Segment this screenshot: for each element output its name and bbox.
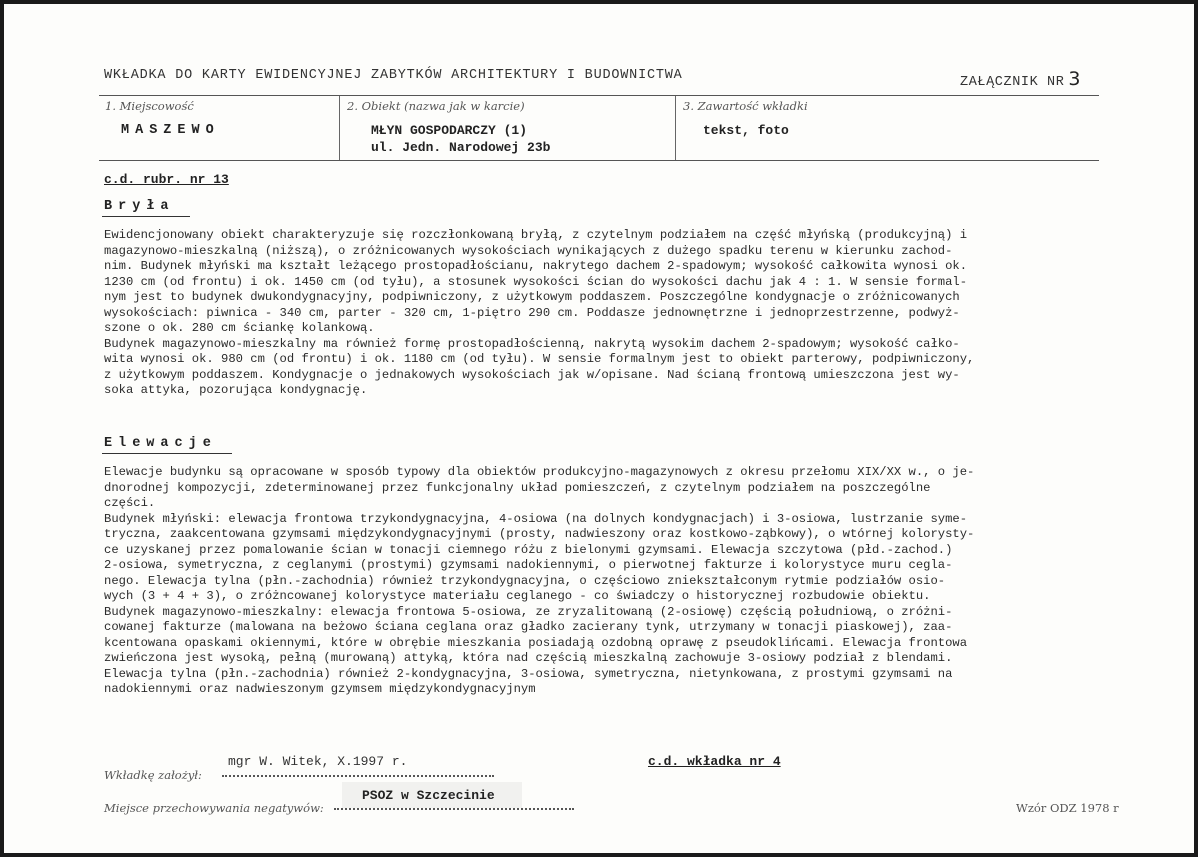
text-line: 1230 cm (od frontu) i ok. 1450 cm (od tyłu), a stosunek wysokości ścian do wysokości dachu jak 4 : 1. W sensie formal- [104,274,968,289]
text-line: z użytkowym poddaszem. Kondygnacje o jednakowych wysokościach jak w/opisane. Nad ścianą frontową umieszczona jest wy- [104,367,960,382]
text-line: Budynek młyński: elewacja frontowa trzykondygnacyjna, 4-osiowa (na dolnych kondygnacjach) i 3-osiowa, lustrzanie syme- [104,511,968,526]
text-line: 2-osiowa, symetryczna, z ceglanymi (prostymi) gzymsami nadokiennymi, o pierwotnej fakturze i kolorystyce muru cegla- [104,558,953,572]
negatywy-label: Miejsce przechowywania negatywów: [104,801,324,815]
text-line: szone o ok. 280 cm ściankę kolankową. [104,321,375,335]
obiekt-label: 2. Obiekt (nazwa jak w karcie) [347,99,525,113]
grid-divider [675,96,676,160]
zalozyl-label: Wkładkę założył: [104,768,202,782]
miejscowosc-value: MASZEWO [121,123,220,138]
text-line: tryczna, zaakcentowana gzymsami międzykondygnacyjnymi (prosty, nadwieszony oraz kostkowo-ząbkowy), o wtórnej kolorysty- [104,527,975,541]
text-line: części. [104,496,156,510]
grid-divider [339,96,340,160]
negatywy-dotted-line [334,808,574,810]
obiekt-value-name: MŁYN GOSPODARCZY (1) [371,123,528,138]
form-model-note: Wzór ODZ 1978 r [1016,801,1119,815]
text-line: nym jest to budynek dwukondygnacyjny, podpiwniczony, z użytkowym poddaszem. Poszczególne kondygnacje o zróżnicowanych [104,290,960,304]
text-line: wita wynosi ok. 980 cm (od frontu) i ok. 1180 cm (od tyłu). W sensie formalnym jest to obiekt parterowy, podpiwniczony, [104,352,975,366]
miejscowosc-label: 1. Miejscowość [105,99,194,113]
text-line: nim. Budynek młyński ma kształt leżącego prostopadłościanu, nakrytego dachem 2-spadowym; wysokość całkowita wynosi ok. [104,259,968,273]
text-line: wysokościach: piwnica - 340 cm, parter - 320 cm, 1-piętro 290 cm. Poddasze jednownętrzne i jednoprzestrzenne, podwyż- [104,305,960,320]
obiekt-value-address: ul. Jedn. Narodowej 23b [371,140,551,155]
text-line: Ewidencjonowany obiekt charakteryzuje się rozczłonkowaną bryłą, z czytelnym podziałem na część młyńską (produkcyjną) i [104,228,968,242]
text-line: zwieńczona jest wysoką, pełną (murowaną) attyką, która nad częścią mieszkalną zachowuje 3-osiowy podział z blendami. [104,651,953,665]
next-insert-note: c.d. wkładka nr 4 [648,754,781,769]
zalozyl-value: mgr W. Witek, X.1997 r. [228,754,408,769]
negatywy-value: PSOZ w Szczecinie [362,788,495,803]
zawartosc-value: tekst, foto [703,123,789,138]
zawartosc-label: 3. Zawartość wkładki [683,99,808,113]
text-line: kcentowana opaskami okiennymi, które w obrębie mieszkania posiadają ozdobną oprawę z pseudoklińcami. Elewacja frontowa [104,635,968,650]
section-bryla-underline [102,216,190,217]
text-line: cowanej fakturze (malowana na beżowo ściana ceglana oraz gładko zacierany tynk, utrzymany w tonacji piaskowej), zaa- [104,620,953,634]
text-line: magazynowo-mieszkalną (niższą), o zróżnicowanych wysokościach wynikających z dużego spadku terenu w kierunku zachod- [104,243,953,258]
annex-label [960,68,1081,90]
text-line: Budynek magazynowo-mieszkalny: elewacja frontowa 5-osiowa, ze zryzalitowaną (2-osiowę) częścią południową, o zróżni- [104,604,953,619]
annex-label-text: ZAŁĄCZNIK NR [960,75,1065,90]
text-line: soka attyka, pozorująca kondygnację. [104,383,368,397]
text-line: Elewacje budynku są opracowane w sposób typowy dla obiektów produkcyjno-magazynowych z okresu przełomu XIX/XX w., o je- [104,465,975,479]
text-line: nego. Elewacja tylna (płn.-zachodnia) również trzykondygnacyjna, o częściowo zniekształconym rytmie podziałów osio- [104,573,946,588]
text-line: ce uzyskanej przez pomalowanie ścian w tonacji ciemnego różu z bielonymi gzymsami. Elewacja szczytowa (płd.-zachod.) [104,542,953,557]
continuation-note: c.d. rubr. nr 13 [104,172,229,187]
section-elewacje-title: Elewacje [104,436,217,451]
annex-number: 3 [1068,68,1081,90]
text-line: wych (3 + 4 + 3), o zróżncowanej kolorystyce materiału ceglanego - co świadczy o historycznej rozbudowie obiektu. [104,589,931,603]
section-elewacje-underline [102,453,232,454]
text-line: Elewacja tylna (płn.-zachodnia) również 2-kondygnacyjna, 3-osiowa, symetryczna, nietynkowana, z prostymi gzymsami na [104,666,953,681]
section-bryla-title: Bryła [104,199,175,214]
text-line: dnorodnej kompozycji, zdeterminowanej przez funkcjonalny układ pomieszczeń, z czytelnym podziałem na poszczególne [104,480,931,495]
zalozyl-dotted-line [222,775,494,777]
fields-grid [99,95,1099,161]
form-title: WKŁADKA DO KARTY EWIDENCYJNEJ ZABYTKÓW ARCHITEKTURY I BUDOWNICTWA [104,68,683,83]
text-line: nadokiennymi oraz nadwieszonym gzymsem międzykondygnacyjnym [104,682,536,696]
text-line: Budynek magazynowo-mieszkalny ma również formę prostopadłościenną, nakrytą wysokim dachem 2-spadowym; wysokość całko- [104,336,960,351]
